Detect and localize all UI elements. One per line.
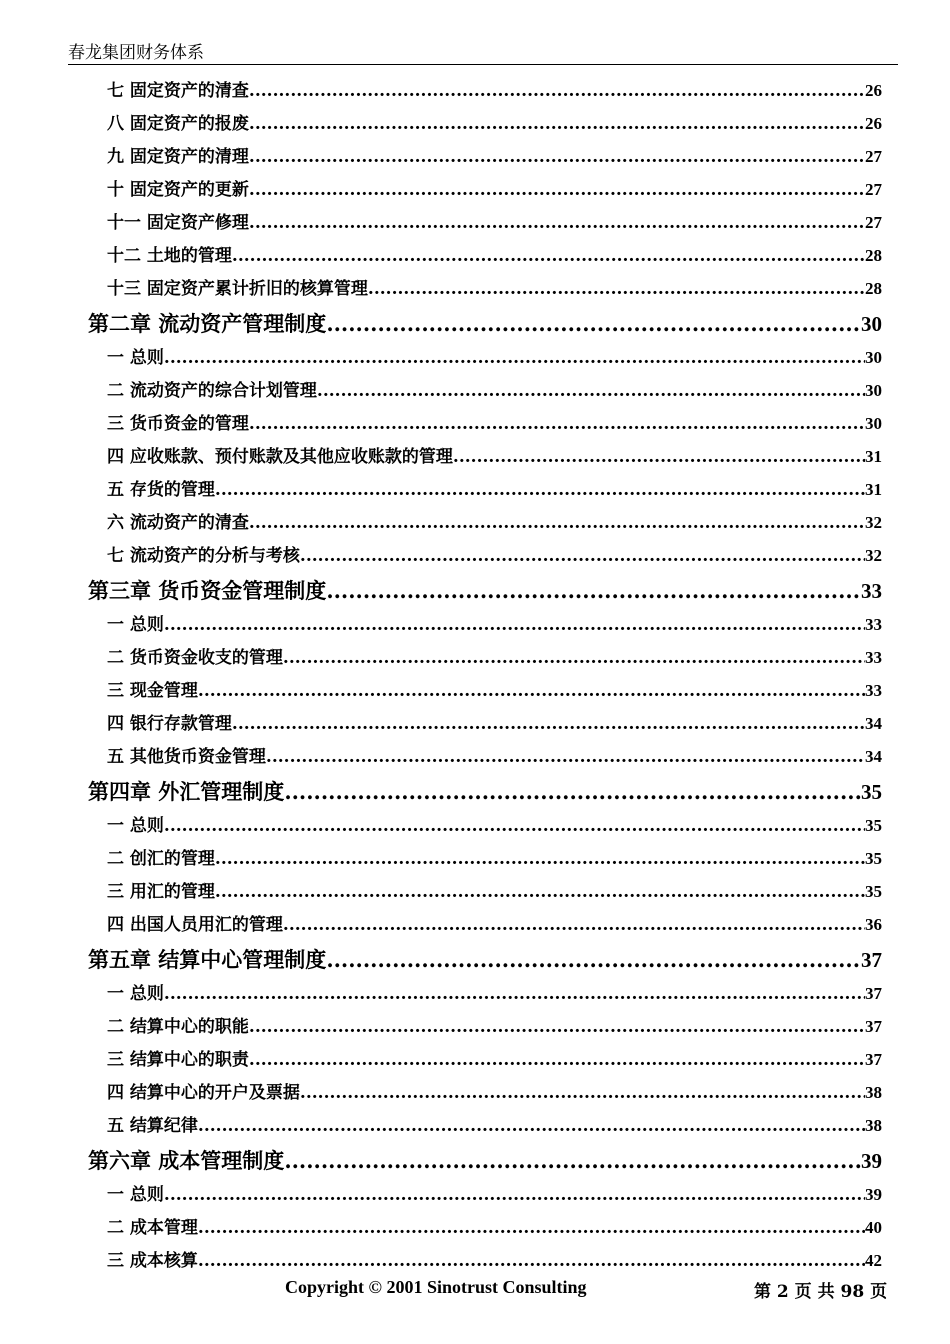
dot-leader bbox=[249, 513, 865, 533]
toc-entry-page: 33 bbox=[865, 615, 882, 634]
toc-entry-title: 二 创汇的管理 bbox=[107, 849, 215, 869]
dot-leader bbox=[249, 213, 865, 233]
toc-entry-title: 五 存货的管理 bbox=[107, 480, 215, 500]
toc-section-entry[interactable] bbox=[107, 709, 882, 742]
dot-leader bbox=[198, 1116, 865, 1136]
toc-entry-title: 三 结算中心的职责 bbox=[107, 1050, 249, 1070]
toc-entry-page: 27 bbox=[865, 213, 882, 232]
dot-leader bbox=[249, 414, 865, 434]
toc-entry-page: 40 bbox=[865, 1218, 882, 1237]
toc-entry-page: 37 bbox=[865, 1050, 882, 1069]
dot-leader bbox=[249, 180, 865, 200]
toc-entry-page: 35 bbox=[865, 849, 882, 868]
dot-leader bbox=[164, 348, 865, 368]
toc-section-entry[interactable] bbox=[107, 274, 882, 307]
toc-section-entry[interactable] bbox=[107, 910, 882, 943]
dot-leader bbox=[232, 246, 865, 266]
toc-entry-title: 二 货币资金收支的管理 bbox=[107, 648, 283, 668]
toc-entry-title: 一 总则 bbox=[107, 615, 164, 635]
toc-entry-title: 一 总则 bbox=[107, 984, 164, 1004]
dot-leader bbox=[326, 578, 861, 603]
toc-entry-title: 六 流动资产的清查 bbox=[107, 513, 249, 533]
toc-section-entry[interactable] bbox=[107, 1213, 882, 1246]
toc-entry-page: 35 bbox=[865, 882, 882, 901]
toc-entry-title: 四 结算中心的开户及票据 bbox=[107, 1083, 300, 1103]
toc-entry-page: 38 bbox=[865, 1083, 882, 1102]
dot-leader bbox=[249, 147, 865, 167]
toc-section-entry[interactable] bbox=[107, 742, 882, 775]
toc-entry-title: 七 流动资产的分析与考核 bbox=[107, 546, 300, 566]
toc-section-entry[interactable] bbox=[107, 643, 882, 676]
toc-section-entry[interactable] bbox=[107, 1180, 882, 1213]
toc-entry-title: 一 总则 bbox=[107, 1185, 164, 1205]
toc-entry-page: 33 bbox=[865, 681, 882, 700]
dot-leader bbox=[326, 311, 861, 336]
dot-leader bbox=[300, 1083, 865, 1103]
toc-section-entry[interactable] bbox=[107, 877, 882, 910]
toc-section-entry[interactable] bbox=[107, 508, 882, 541]
toc-entry-page: 37 bbox=[865, 984, 882, 1003]
footer-copyright: Copyright © 2001 Sinotrust Consulting bbox=[285, 1277, 587, 1297]
toc-entry-page: 34 bbox=[865, 714, 882, 733]
toc-entry-page: 31 bbox=[865, 480, 882, 499]
toc-entry-page: 26 bbox=[865, 81, 882, 100]
toc-entry-page: 30 bbox=[865, 414, 882, 433]
toc-chapter-entry[interactable] bbox=[88, 575, 882, 611]
toc-entry-title: 八 固定资产的报废 bbox=[107, 114, 249, 134]
dot-leader bbox=[284, 779, 861, 804]
dot-leader bbox=[232, 714, 865, 734]
dot-leader bbox=[215, 480, 865, 500]
toc-entry-title: 第四章 外汇管理制度 bbox=[88, 779, 285, 804]
toc-entry-title: 一 总则 bbox=[107, 348, 164, 368]
toc-entry-title: 一 总则 bbox=[107, 816, 164, 836]
dot-leader bbox=[164, 816, 865, 836]
toc-chapter-entry[interactable] bbox=[88, 1145, 882, 1181]
dot-leader bbox=[215, 882, 865, 902]
toc-entry-page: 39 bbox=[861, 1149, 882, 1173]
toc-entry-page: 26 bbox=[865, 114, 882, 133]
toc-section-entry[interactable] bbox=[107, 1078, 882, 1111]
toc-entry-page: 31 bbox=[865, 447, 882, 466]
toc-section-entry[interactable] bbox=[107, 676, 882, 709]
toc-section-entry[interactable] bbox=[107, 610, 882, 643]
toc-section-entry[interactable] bbox=[107, 76, 882, 109]
toc-entry-title: 十二 土地的管理 bbox=[107, 246, 232, 266]
toc-entry-page: 34 bbox=[865, 747, 882, 766]
dot-leader bbox=[317, 381, 865, 401]
dot-leader bbox=[284, 1148, 861, 1173]
toc-entry-page: 37 bbox=[861, 948, 882, 972]
toc-section-entry[interactable] bbox=[107, 844, 882, 877]
footer-page-number: 第 2 页 共 98 页 bbox=[754, 1282, 888, 1302]
toc-section-entry[interactable] bbox=[107, 979, 882, 1012]
dot-leader bbox=[198, 1218, 865, 1238]
dot-leader bbox=[249, 81, 865, 101]
toc-section-entry[interactable] bbox=[107, 142, 882, 175]
toc-entry-page: 27 bbox=[865, 147, 882, 166]
dot-leader bbox=[453, 447, 865, 467]
running-header: 春龙集团财务体系 bbox=[68, 43, 204, 63]
header-divider bbox=[68, 64, 898, 65]
toc-entry-title: 十一 固定资产修理 bbox=[107, 213, 249, 233]
toc-entry-title: 十 固定资产的更新 bbox=[107, 180, 249, 200]
toc-section-entry[interactable] bbox=[107, 241, 882, 274]
toc-entry-title: 五 结算纪律 bbox=[107, 1116, 198, 1136]
toc-entry-title: 十三 固定资产累计折旧的核算管理 bbox=[107, 279, 368, 299]
toc-entry-title: 七 固定资产的清查 bbox=[107, 81, 249, 101]
dot-leader bbox=[266, 747, 865, 767]
dot-leader bbox=[198, 681, 865, 701]
toc-section-entry[interactable] bbox=[107, 1111, 882, 1144]
toc-section-entry[interactable] bbox=[107, 175, 882, 208]
toc-entry-page: 30 bbox=[861, 312, 882, 336]
toc-section-entry[interactable] bbox=[107, 442, 882, 475]
toc-entry-page: 32 bbox=[865, 546, 882, 565]
toc-entry-title: 三 用汇的管理 bbox=[107, 882, 215, 902]
toc-entry-page: 39 bbox=[865, 1185, 882, 1204]
toc-section-entry[interactable] bbox=[107, 343, 882, 376]
dot-leader bbox=[283, 648, 865, 668]
dot-leader bbox=[164, 615, 865, 635]
toc-entry-page: 36 bbox=[865, 915, 882, 934]
toc-entry-title: 第三章 货币资金管理制度 bbox=[88, 578, 327, 603]
toc-section-entry[interactable] bbox=[107, 541, 882, 574]
toc-entry-page: 27 bbox=[865, 180, 882, 199]
toc-entry-title: 二 结算中心的职能 bbox=[107, 1017, 249, 1037]
toc-entry-title: 三 现金管理 bbox=[107, 681, 198, 701]
toc-section-entry[interactable] bbox=[107, 475, 882, 508]
dot-leader bbox=[326, 947, 861, 972]
toc-section-entry[interactable] bbox=[107, 109, 882, 142]
toc-entry-title: 五 其他货币资金管理 bbox=[107, 747, 266, 767]
toc-entry-title: 三 成本核算 bbox=[107, 1251, 198, 1271]
toc-entry-page: 33 bbox=[865, 648, 882, 667]
toc-entry-title: 四 出国人员用汇的管理 bbox=[107, 915, 283, 935]
toc-section-entry[interactable] bbox=[107, 1045, 882, 1078]
toc-section-entry[interactable] bbox=[107, 208, 882, 241]
toc-entry-page: 37 bbox=[865, 1017, 882, 1036]
toc-entry-page: 28 bbox=[865, 279, 882, 298]
toc-entry-page: 35 bbox=[861, 780, 882, 804]
dot-leader bbox=[215, 849, 865, 869]
dot-leader bbox=[368, 279, 865, 299]
dot-leader bbox=[249, 1050, 865, 1070]
toc-entry-page: 32 bbox=[865, 513, 882, 532]
toc-entry-title: 第二章 流动资产管理制度 bbox=[88, 311, 327, 336]
toc-chapter-entry[interactable] bbox=[88, 776, 882, 812]
toc-entry-title: 三 货币资金的管理 bbox=[107, 414, 249, 434]
toc-entry-page: 42 bbox=[865, 1251, 882, 1270]
toc-section-entry[interactable] bbox=[107, 376, 882, 409]
toc-section-entry[interactable] bbox=[107, 811, 882, 844]
toc-section-entry[interactable] bbox=[107, 1246, 882, 1279]
dot-leader bbox=[249, 1017, 865, 1037]
toc-entry-title: 四 应收账款、预付账款及其他应收账款的管理 bbox=[107, 447, 453, 467]
dot-leader bbox=[300, 546, 865, 566]
toc-entry-title: 九 固定资产的清理 bbox=[107, 147, 249, 167]
toc-entry-title: 第六章 成本管理制度 bbox=[88, 1148, 285, 1173]
toc-entry-title: 四 银行存款管理 bbox=[107, 714, 232, 734]
toc-entry-page: 28 bbox=[865, 246, 882, 265]
toc-entry-page: 35 bbox=[865, 816, 882, 835]
toc-entry-page: 33 bbox=[861, 579, 882, 603]
toc-chapter-entry[interactable] bbox=[88, 308, 882, 344]
toc-entry-title: 二 成本管理 bbox=[107, 1218, 198, 1238]
toc-entry-page: 30 bbox=[865, 381, 882, 400]
dot-leader bbox=[164, 1185, 865, 1205]
toc-entry-page: 30 bbox=[865, 348, 882, 367]
toc-section-entry[interactable] bbox=[107, 409, 882, 442]
toc-chapter-entry[interactable] bbox=[88, 944, 882, 980]
toc-entry-title: 第五章 结算中心管理制度 bbox=[88, 947, 327, 972]
toc-section-entry[interactable] bbox=[107, 1012, 882, 1045]
dot-leader bbox=[283, 915, 865, 935]
dot-leader bbox=[198, 1251, 865, 1271]
dot-leader bbox=[249, 114, 865, 134]
toc-entry-title: 二 流动资产的综合计划管理 bbox=[107, 381, 317, 401]
toc-entry-page: 38 bbox=[865, 1116, 882, 1135]
dot-leader bbox=[164, 984, 865, 1004]
